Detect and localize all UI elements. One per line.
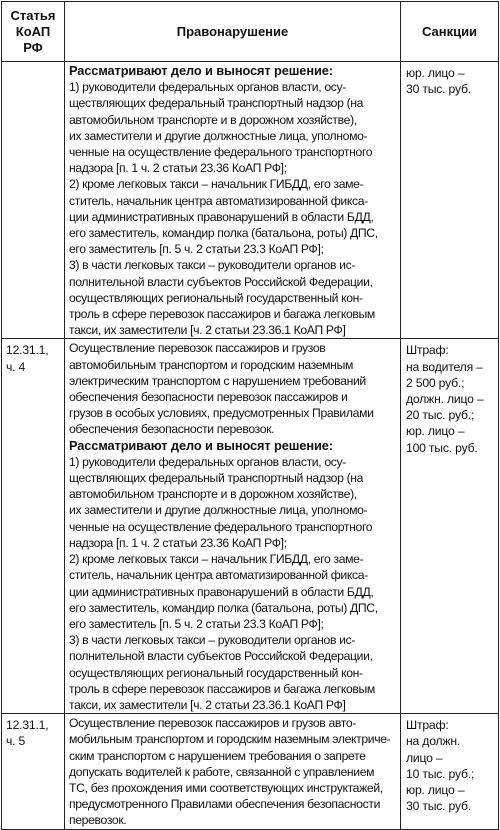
authority-line: полнительной власти субъектов Российской Федерации,	[69, 649, 373, 664]
authority-line: их заместители и другие должностные лица, уполномо-	[69, 128, 368, 143]
sanction-line: 100 тыс. руб.	[406, 440, 478, 455]
offense-cell	[65, 714, 401, 829]
offense-line: электрическим транспортом с нарушением требований	[69, 373, 366, 388]
sanction-line: юр. лицо –	[406, 782, 465, 797]
offense-line: грузов в особых условиях, предусмотренных Правилами	[69, 406, 374, 421]
offense-line: обеспечения безопасности перевозок пассажиров и	[69, 390, 348, 405]
authority-line: 2) кроме легковых такси – начальник ГИБДД, его заме-	[69, 552, 364, 567]
article-line: ч. 5	[6, 734, 26, 749]
offense-line: перевозок.	[69, 813, 127, 828]
authority-line: осуществляющих региональный государственный кон-	[69, 290, 363, 305]
authority-line: надзора [п. 1 ч. 2 статьи 23.36 КоАП РФ];	[69, 535, 287, 550]
authority-line: 1) руководители федеральных органов власти, осу-	[69, 454, 346, 469]
offense-line: ТС, без прохождения ими соответствующих инструктажей,	[69, 780, 383, 795]
authority-line: ществляющих федеральный транспортный надзор (на	[69, 96, 364, 111]
sanction-line: Штраф:	[406, 718, 449, 733]
authority-line: ции административных правонарушений в области БДД,	[69, 209, 374, 224]
header-article-line: РФ	[23, 39, 43, 55]
sanction-line: 2 500 руб.;	[406, 375, 465, 390]
sanctions-cell	[401, 339, 499, 714]
authority-line: ститель, начальник центра автоматизированной фикса-	[69, 193, 368, 208]
authority-line: троль в сфере перевозок пассажиров и багажа легковым	[69, 681, 375, 696]
offense-line: ским транспортом с нарушением требования о запрете	[69, 748, 366, 763]
authority-heading: Рассматривают дело и выносят решение:	[69, 437, 333, 453]
offense-line: предусмотренного Правилами обеспечения безопасности	[69, 797, 381, 812]
violations-table	[1, 1, 499, 830]
authority-line: троль в сфере перевозок пассажиров и багажа легковым	[69, 307, 375, 322]
header-offense: Правонарушение	[65, 2, 401, 62]
table-row	[2, 714, 499, 829]
authority-line: полнительной власти субъектов Российской Федерации,	[69, 274, 373, 289]
offense-line: мобильным транспортом и городским наземным электриче-	[69, 732, 391, 747]
authority-line: его заместитель [п. 5 ч. 2 статьи 23.3 КоАП РФ];	[69, 242, 324, 257]
offense-line: автомобильным транспортом и городским наземным	[69, 357, 354, 372]
header-row	[2, 2, 499, 62]
sanction-line: 30 тыс. руб.	[406, 799, 471, 814]
article-line: 12.31.1,	[6, 343, 49, 358]
authority-heading: Рассматривают дело и выносят решение:	[69, 63, 333, 78]
article-cell	[2, 62, 65, 339]
sanction-line: 30 тыс. руб.	[406, 82, 471, 97]
authority-line: его заместитель [п. 5 ч. 2 статьи 23.3 КоАП РФ];	[69, 616, 324, 631]
authority-line: 3) в части легковых такси – руководители органов ис-	[69, 633, 356, 648]
article-line: ч. 4	[6, 359, 26, 374]
sanction-line: 10 тыс. руб.;	[406, 766, 475, 781]
sanction-line: юр. лицо –	[406, 424, 465, 439]
header-sanctions: Санкции	[401, 2, 499, 62]
article-cell	[2, 714, 65, 829]
authority-line: осуществляющих региональный государственный кон-	[69, 665, 363, 680]
authority-line: такси, их заместители [ч. 2 статьи 23.36.1 КоАП РФ]	[69, 323, 346, 338]
sanction-line: на должн.	[406, 734, 461, 749]
sanction-line: юр. лицо –	[406, 66, 465, 80]
table-row	[2, 62, 499, 339]
header-article-line: Статья	[10, 7, 56, 23]
authority-line: его заместитель, командир полка (батальона, роты) ДПС,	[69, 226, 378, 241]
offense-line: обеспечения безопасности перевозок.	[69, 422, 275, 437]
offense-cell	[65, 339, 401, 714]
offense-line: Осуществление перевозок пассажиров и грузов авто-	[69, 716, 356, 731]
sanctions-cell	[401, 714, 499, 829]
authority-line: 1) руководители федеральных органов власти, осу-	[69, 80, 346, 95]
offense-cell	[65, 62, 401, 339]
article-cell	[2, 339, 65, 714]
authority-line: 3) в части легковых такси – руководители органов ис-	[69, 258, 356, 273]
authority-line: 2) кроме легковых такси – начальник ГИБДД, его заме-	[69, 177, 364, 192]
header-article	[2, 2, 65, 62]
header-article-line: КоАП	[15, 23, 51, 39]
sanctions-cell	[401, 62, 499, 339]
sanction-line: 20 тыс. руб.;	[406, 408, 475, 423]
offense-line: допускать водителей к работе, связанной с управлением	[69, 764, 375, 779]
sanction-line: должн. лицо –	[406, 392, 484, 407]
article-line: 12.31.1,	[6, 718, 49, 733]
authority-line: ститель, начальник центра автоматизированной фикса-	[69, 568, 368, 583]
authority-line: ченные на осуществление федерального транспортного	[69, 145, 373, 160]
sanction-line: лицо –	[406, 750, 443, 765]
authority-line: ченные на осуществление федерального транспортного	[69, 519, 373, 534]
authority-line: их заместители и другие должностные лица, уполномо-	[69, 503, 368, 518]
offense-line: Осуществление перевозок пассажиров и грузов	[69, 341, 326, 356]
authority-line: его заместитель, командир полка (батальона, роты) ДПС,	[69, 600, 378, 615]
authority-line: такси, их заместители [ч. 2 статьи 23.36.1 КоАП РФ]	[69, 697, 346, 712]
authority-line: ществляющих федеральный транспортный надзор (на	[69, 471, 364, 486]
sanction-line: на водителя –	[406, 359, 483, 374]
authority-line: автомобильном транспорте и в дорожном хозяйстве),	[69, 487, 357, 502]
authority-line: автомобильном транспорте и в дорожном хозяйстве),	[69, 112, 357, 127]
authority-line: ции административных правонарушений в области БДД,	[69, 584, 374, 599]
authority-line: надзора [п. 1 ч. 2 статьи 23.36 КоАП РФ];	[69, 161, 287, 176]
sanction-line: Штраф:	[406, 343, 449, 358]
table-row	[2, 339, 499, 714]
